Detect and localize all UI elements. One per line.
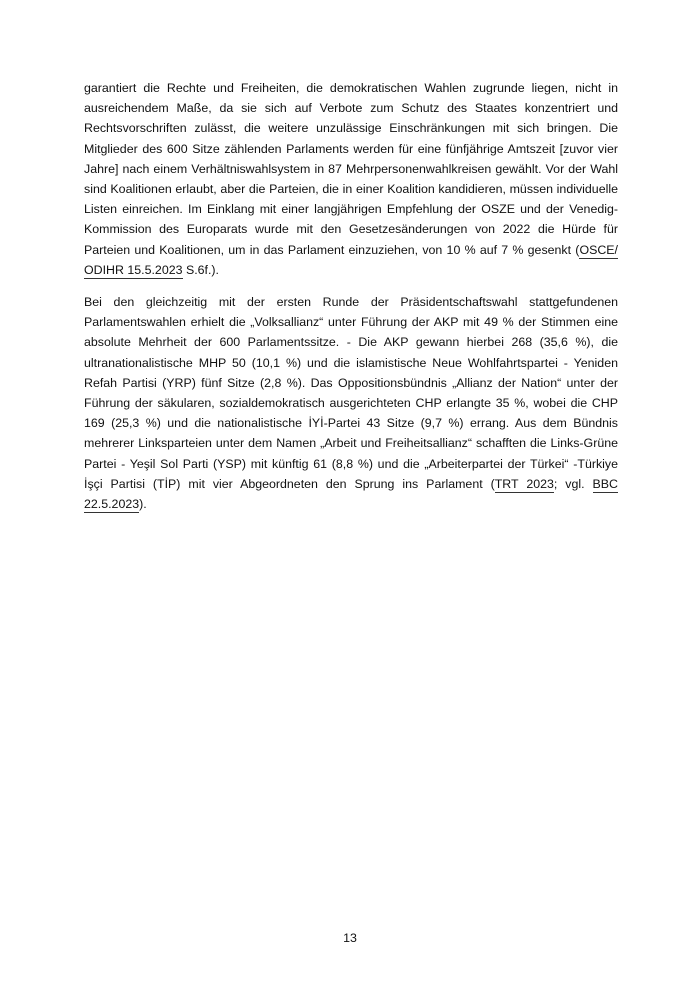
paragraph-electoral-system bbox=[84, 78, 618, 280]
source-link-osce-odihr[interactable]: OSCE/ ODIHR 15.5.2023 bbox=[84, 242, 618, 277]
citation-close: ). bbox=[139, 497, 147, 512]
paragraph-electoral-system-text: garantiert die Rechte und Freiheiten, die demokratischen Wahlen zugrunde liegen, nicht in ausreichendem Maße, da sie sich auf Verbote zum Schutz des Staates konzentriert und Rechtsvorschriften zulässt, die weitere unzulässige Einschränkungen mit sich bringen. Die Mitglieder des 600 Sitze zählenden Parlaments werden für eine fünfjährige Amtszeit [zuvor vier Jahre] nach einem Verhältniswahlsystem in 87 Mehrpersonenwahlkreisen gewählt. Vor der Wahl sind Koalitionen erlaubt, aber die Parteien, die in einer Koalition kandidieren, müssen individuelle Listen einreichen. Im Einklang mit einer langjährigen Empfehlung der OSZE und der Venedig-Kommission des Europarats wurde mit den Gesetzesänderungen von 2022 die Hürde für Parteien und Koalitionen, um in das Parlament einzuziehen, von 10 % auf 7 % gesenkt ( bbox=[84, 81, 618, 257]
document-body bbox=[84, 78, 618, 526]
page-number: 13 bbox=[343, 931, 357, 945]
citation-separator: ; vgl. bbox=[553, 476, 593, 491]
paragraph-election-results bbox=[84, 292, 618, 514]
citation-page-ref: S.6f.). bbox=[182, 262, 219, 277]
paragraph-election-results-text: Bei den gleichzeitig mit der ersten Runde der Präsidentschaftswahl stattgefundenen Parlamentswahlen erhielt die „Volksallianz“ unter Führung der AKP mit 49 % der Stimmen eine absolute Mehrheit der 600 Parlamentssitze. - Die AKP gewann hierbei 268 (35,6 %), die ultranationalistische MHP 50 (10,1 %) und die islamistische Neue Wohlfahrtspartei - Yeniden Refah Partisi (YRP) fünf Sitze (2,8 %). Das Oppositionsbündnis „Allianz der Nation“ unter der Führung der säkularen, sozialdemokratisch ausgerichteten CHP erlangte 35 %, wobei die CHP 169 (25,3 %) und die nationalistische İYİ-Partei 43 Sitze (9,7 %) errang. Aus dem Bündnis mehrerer Linksparteien unter dem Namen „Arbeit und Freiheitsallianz“ schafften die Links-Grüne Partei - Yeşil Sol Parti (YSP) mit künftig 61 (8,8 %) und die „Arbeiterpartei der Türkei“ -Türkiye İşçi Partisi (TİP) mit vier Abgeordneten den Sprung ins Parlament ( bbox=[84, 295, 618, 491]
source-link-bbc[interactable]: BBC 22.5.2023 bbox=[84, 476, 618, 512]
source-link-trt[interactable]: TRT 2023 bbox=[494, 476, 554, 491]
